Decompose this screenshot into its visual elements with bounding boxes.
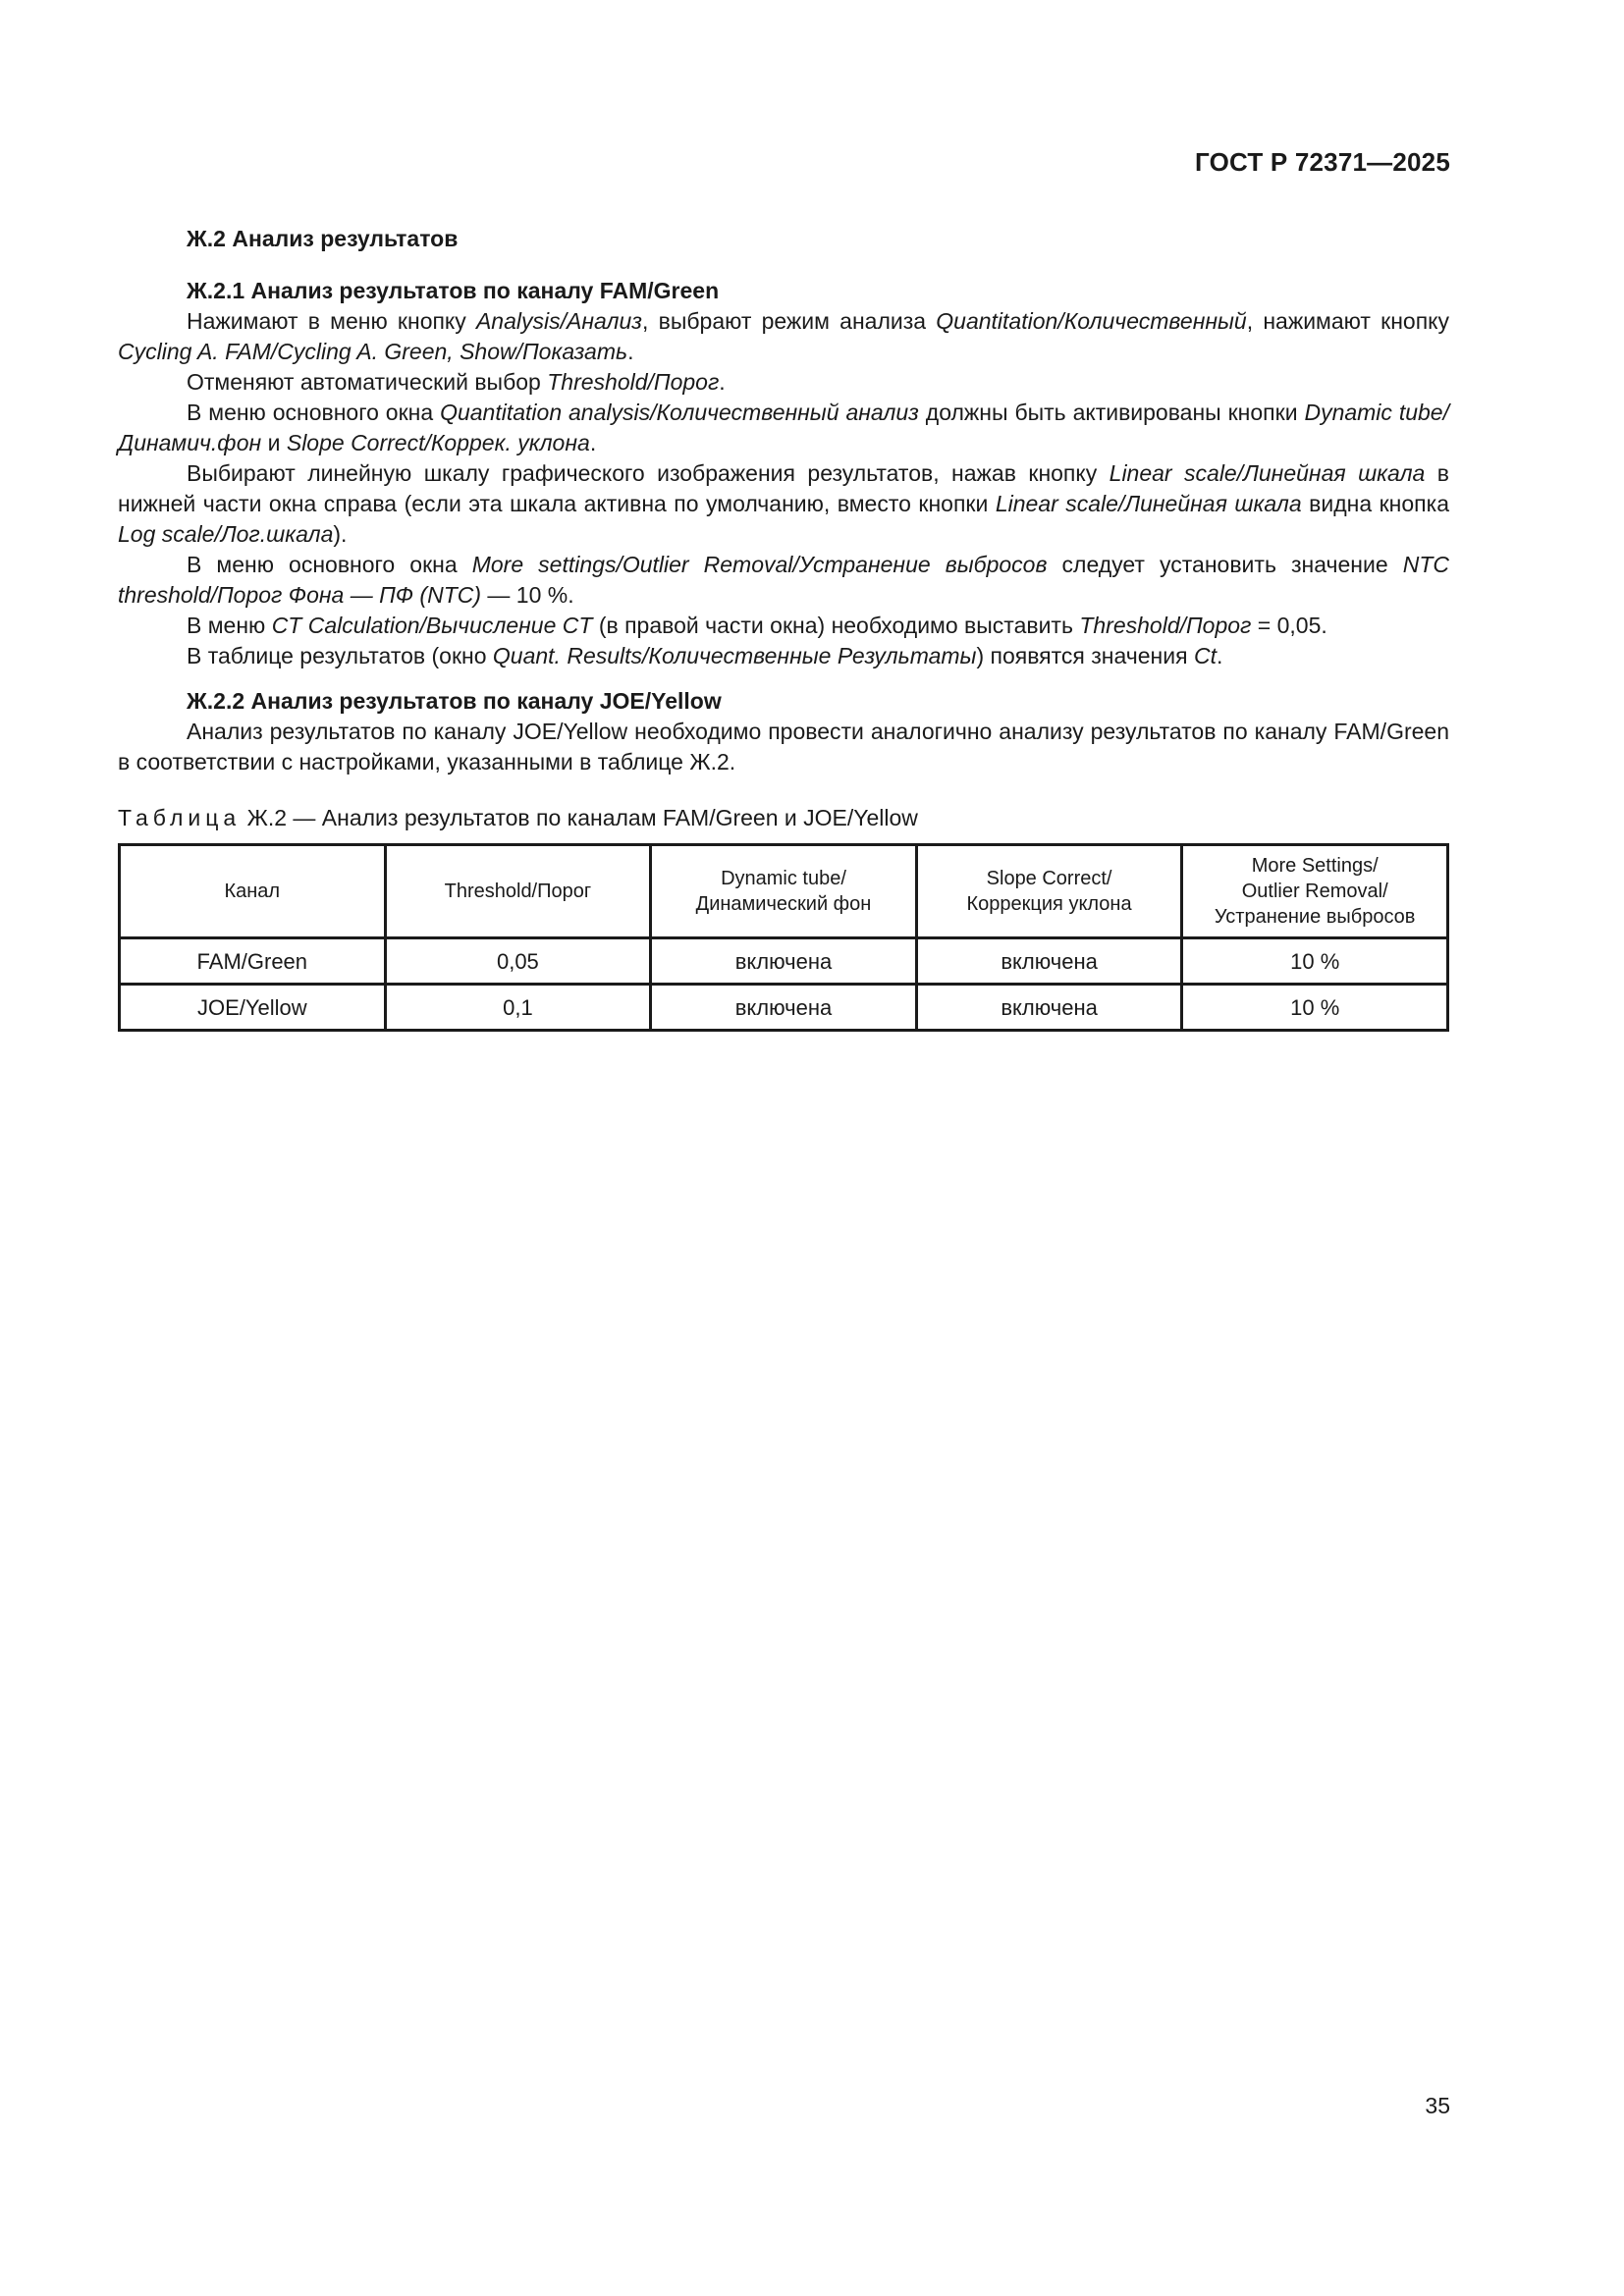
subsection-title-joe: Ж.2.2 Анализ результатов по каналу JOE/Yellow: [187, 688, 722, 714]
cell-dynamic-tube: включена: [651, 938, 917, 985]
paragraph-main-window-buttons: В меню основного окна Quantitation analysis/Количественный анализ должны быть активированы кнопки Dynamic tube/Динамич.фон и Slope Correct/Коррек. уклона.: [118, 400, 1449, 455]
table-caption-text: Ж.2 — Анализ результатов по каналам FAM/Green и JOE/Yellow: [246, 805, 918, 830]
paragraph-joe-analysis: Анализ результатов по каналу JOE/Yellow необходимо провести аналогично анализу результатов по каналу FAM/Green в соответствии с настройками, указанными в таблице Ж.2.: [118, 719, 1449, 774]
table-header-row: [120, 845, 1448, 938]
table-caption: [118, 803, 1449, 833]
paragraph-linear-scale: Выбирают линейную шкалу графического изображения результатов, нажав кнопку Linear scale/Линейная шкала в нижней части окна справа (если эта шкала активна по умолчанию, вместо кнопки Linear scale/Линейная шкала видна кнопка Log scale/Лог.шкала).: [118, 460, 1450, 547]
page-number: 35: [1425, 2093, 1450, 2118]
cell-outlier-removal: 10 %: [1182, 985, 1448, 1031]
cell-threshold: 0,1: [385, 985, 651, 1031]
paragraph-threshold-cancel: Отменяют автоматический выбор Threshold/Порог.: [187, 369, 726, 395]
table-caption-word: Таблица: [118, 805, 242, 830]
subsection-title-fam: Ж.2.1 Анализ результатов по каналу FAM/Green: [187, 278, 720, 303]
header-slope-correct: Slope Correct/ Коррекция уклона: [916, 845, 1182, 938]
settings-table: [118, 843, 1449, 1032]
cell-dynamic-tube: включена: [651, 985, 917, 1031]
section-title: Ж.2 Анализ результатов: [187, 226, 459, 251]
cell-slope-correct: включена: [916, 985, 1182, 1031]
paragraph-analysis-menu: Нажимают в меню кнопку Analysis/Анализ, выбрают режим анализа Quantitation/Количественный, нажимают кнопку Cycling A. FAM/Cycling A. Green, Show/Показать.: [118, 308, 1449, 364]
header-channel: Канал: [120, 845, 386, 938]
cell-channel: FAM/Green: [120, 938, 386, 985]
cell-threshold: 0,05: [385, 938, 651, 985]
header-outlier-removal: More Settings/ Outlier Removal/ Устранение выбросов: [1182, 845, 1448, 938]
paragraph-outlier-removal: В меню основного окна More settings/Outlier Removal/Устранение выбросов следует установить значение NTC threshold/Порог Фона — ПФ (NTC) — 10 %.: [118, 552, 1449, 608]
cell-outlier-removal: 10 %: [1182, 938, 1448, 985]
content: [118, 224, 1449, 1032]
document-code: ГОСТ Р 72371—2025: [1195, 147, 1450, 177]
header-dynamic-tube: Dynamic tube/ Динамический фон: [651, 845, 917, 938]
table-row: [120, 938, 1448, 985]
table-row: [120, 985, 1448, 1031]
paragraph-ct-calculation: В меню CT Calculation/Вычисление CT (в правой части окна) необходимо выставить Threshold/Порог = 0,05.: [187, 613, 1327, 638]
header-threshold: Threshold/Порог: [385, 845, 651, 938]
cell-slope-correct: включена: [916, 938, 1182, 985]
paragraph-results-table: В таблице результатов (окно Quant. Results/Количественные Результаты) появятся значения Ct.: [187, 643, 1223, 668]
cell-channel: JOE/Yellow: [120, 985, 386, 1031]
